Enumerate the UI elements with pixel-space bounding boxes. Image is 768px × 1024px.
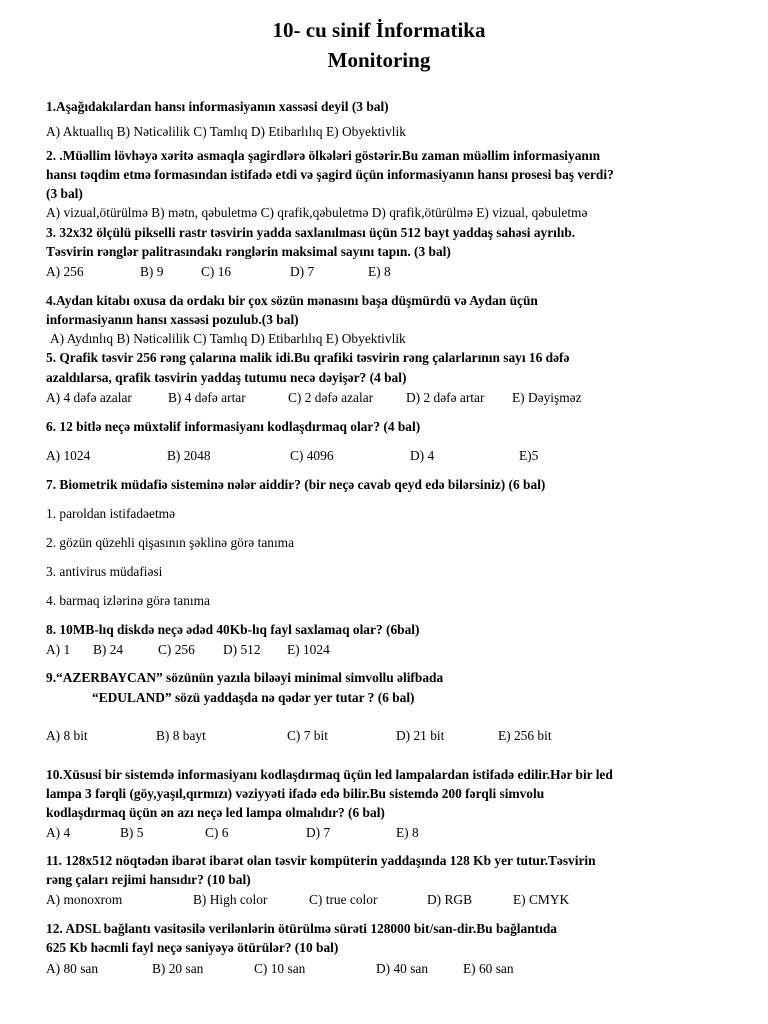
question-6: 6. 12 bitlə neçə müxtəlif informasiyanı kodlaşdırmaq olar? (4 bal) — [46, 419, 421, 434]
question-6-option-c: C) 4096 — [290, 448, 334, 463]
question-5-line-1: 5. Qrafik təsvir 256 rəng çalarına malik idi.Bu qrafiki təsvirin rəng çalarlarının sayı 16 dəfə — [46, 350, 570, 365]
question-12-line-1: 12. ADSL bağlantı vasitəsilə verilənlərin ötürülmə sürəti 128000 bit/san-dir.Bu bağlantıda — [46, 921, 557, 936]
question-1: 1.Aşağıdakılardan hansı informasiyanın xassəsi deyil (3 bal) — [46, 99, 389, 114]
question-12-option-b: B) 20 san — [152, 961, 204, 976]
question-10-line-2: lampa 3 fərqli (göy,yaşıl,qırmızı) vəziyyəti ifadə edə bilir.Bu sistemdə 200 fərqli simvolu — [46, 786, 545, 801]
question-12-option-e: E) 60 san — [463, 961, 514, 976]
page-subtitle: Monitoring — [327, 48, 431, 72]
question-8-option-c: C) 256 — [158, 642, 195, 657]
question-10-option-d: D) 7 — [306, 825, 331, 840]
question-5-line-2: azaldılarsa, qrafik təsvirin yaddaş tutumu necə dəyişər? (4 bal) — [46, 370, 407, 385]
question-2-line-3: (3 bal) — [46, 186, 83, 201]
question-8: 8. 10MB-lıq diskdə neçə ədəd 40Kb-lıq fayl saxlamaq olar? (6bal) — [46, 622, 420, 637]
question-2-options: A) vizual,ötürülmə B) mətn, qəbuletmə C) qrafik,qəbuletmə D) qrafik,ötürülmə E) vizual, qəbuletmə — [46, 205, 588, 220]
question-6-option-d: D) 4 — [410, 448, 435, 463]
question-11-line-2: rəng çaları rejimi hansıdır? (10 bal) — [46, 872, 251, 887]
question-11-option-e: E) CMYK — [513, 892, 570, 907]
question-9-option-a: A) 8 bit — [46, 728, 88, 743]
question-11-option-b: B) High color — [193, 892, 268, 907]
question-11-option-d: D) RGB — [427, 892, 473, 907]
question-2-line-1: 2. .Müəllim lövhəyə xəritə asmaqla şagirdlərə ölkələri göstərir.Bu zaman müəllim informasiyanın — [46, 148, 601, 163]
question-9-line-2: “EDULAND” sözü yaddaşda nə qədər yer tutar ? (6 bal) — [92, 690, 415, 705]
question-9-option-b: B) 8 bayt — [156, 728, 206, 743]
question-4-line-1: 4.Aydan kitabı oxusa da ordakı bir çox sözün mənasını başa düşmürdü və Aydan üçün — [46, 293, 538, 308]
question-4-line-2: informasiyanın hansı xassəsi pozulub.(3 bal) — [46, 312, 299, 327]
question-8-option-a: A) 1 — [46, 642, 71, 657]
question-5-option-d: D) 2 dəfə artar — [406, 390, 485, 405]
question-3-option-e: E) 8 — [368, 264, 391, 279]
question-5-option-e: E) Dəyişməz — [512, 390, 582, 405]
question-4-options: A) Aydınlıq B) Nəticəlilik C) Tamlıq D) Etibarlılıq E) Obyektivlik — [50, 331, 406, 346]
question-3-line-1: 3. 32x32 ölçülü pikselli rastr təsvirin yadda saxlanılması üçün 512 bayt yaddaş sahəsi ayrılıb. — [46, 225, 576, 240]
question-11-option-c: C) true color — [309, 892, 378, 907]
question-8-option-e: E) 1024 — [287, 642, 330, 657]
question-9-option-c: C) 7 bit — [287, 728, 328, 743]
question-7: 7. Biometrik müdafiə sisteminə nələr aiddir? (bir neçə cavab qeyd edə bilərsiniz) (6 bal) — [46, 477, 546, 492]
question-6-option-e: E)5 — [519, 448, 539, 463]
question-7-item-2: 2. gözün qüzehli qişasının şəklinə görə tanıma — [46, 535, 295, 550]
question-5-option-a: A) 4 dəfə azalar — [46, 390, 132, 405]
question-5-option-c: C) 2 dəfə azalar — [288, 390, 374, 405]
question-9-line-1: 9.“AZERBAYCAN” sözünün yazıla biləəyi minimal simvollu əlifbada — [46, 670, 444, 685]
question-12-line-2: 625 Kb həcmli fayl neçə saniyəyə ötürülər? (10 bal) — [46, 940, 339, 955]
question-12-option-c: C) 10 san — [254, 961, 306, 976]
question-8-option-b: B) 24 — [93, 642, 124, 657]
question-11-line-1: 11. 128x512 nöqtədən ibarət ibarət olan təsvir kompüterin yaddaşında 128 Kb yer tutur.Təsvirin — [46, 853, 596, 868]
question-10-line-1: 10.Xüsusi bir sistemdə informasiyanı kodlaşdırmaq üçün led lampalardan istifadə edilir.Hər bir led — [46, 767, 613, 782]
question-6-option-a: A) 1024 — [46, 448, 91, 463]
question-10-option-b: B) 5 — [120, 825, 144, 840]
question-1-options: A) Aktuallıq B) Nəticəlilik C) Tamlıq D) Etibarlılıq E) Obyektivlik — [46, 124, 406, 139]
question-9-option-e: E) 256 bit — [498, 728, 552, 743]
question-3-line-2: Təsvirin rənglər palitrasındakı rənglərin maksimal sayını tapın. (3 bal) — [46, 244, 451, 259]
question-12-option-d: D) 40 san — [376, 961, 429, 976]
question-7-item-4: 4. barmaq izlərinə görə tanıma — [46, 593, 210, 608]
question-9-option-d: D) 21 bit — [396, 728, 445, 743]
question-10-option-c: C) 6 — [205, 825, 229, 840]
question-3-option-d: D) 7 — [290, 264, 315, 279]
question-5-option-b: B) 4 dəfə artar — [168, 390, 246, 405]
question-10-option-a: A) 4 — [46, 825, 71, 840]
question-8-option-d: D) 512 — [223, 642, 261, 657]
question-3-option-a: A) 256 — [46, 264, 84, 279]
question-12-option-a: A) 80 san — [46, 961, 99, 976]
question-7-item-3: 3. antivirus müdafiəsi — [46, 564, 163, 579]
question-10-option-e: E) 8 — [396, 825, 419, 840]
question-11-option-a: A) monoxrom — [46, 892, 123, 907]
question-10-line-3: kodlaşdırmaq üçün ən azı neçə led lampa olmalıdır? (6 bal) — [46, 805, 385, 820]
question-3-option-c: C) 16 — [201, 264, 232, 279]
question-2-line-2: hansı təqdim etmə formasından istifadə etdi və şagird üçün informasiyanın hansı prosesi baş verdi? — [46, 167, 614, 182]
page-title: 10- cu sinif İnformatika — [272, 18, 486, 42]
question-7-item-1: 1. paroldan istifadəetmə — [46, 506, 176, 521]
question-6-option-b: B) 2048 — [167, 448, 211, 463]
question-3-option-b: B) 9 — [140, 264, 164, 279]
